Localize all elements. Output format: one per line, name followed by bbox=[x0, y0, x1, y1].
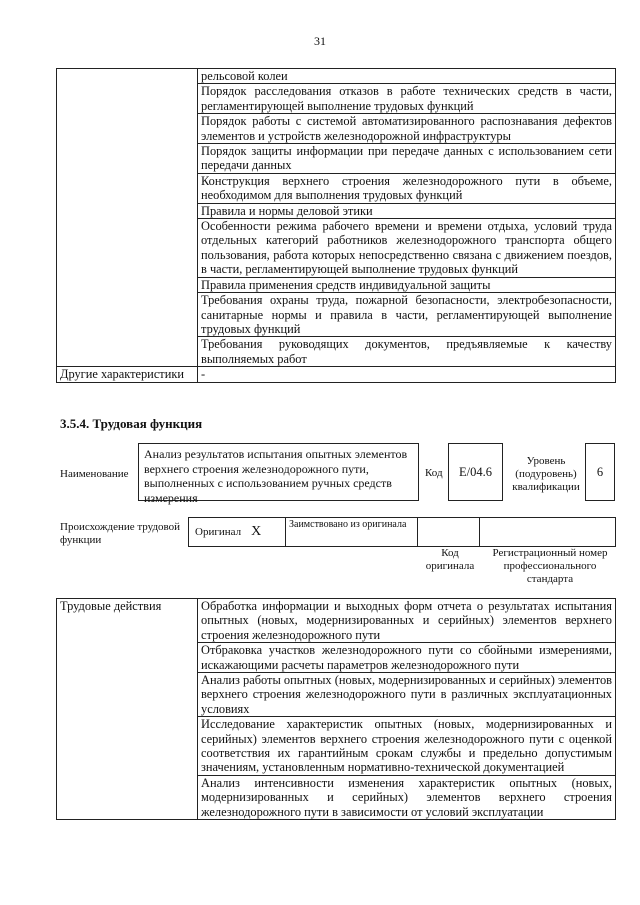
function-code: E/04.6 bbox=[448, 443, 503, 501]
section-title: 3.5.4. Трудовая функция bbox=[60, 416, 203, 431]
knowledge-item: рельсовой колеи bbox=[198, 69, 616, 84]
action-item: Обработка информации и выходных форм отчета о результатах испытания опытных (новых, модернизированных и серийных) элементов верхнего строения железнодорожного пути bbox=[198, 599, 616, 643]
knowledge-item: Требования руководящих документов, предъявляемые к качеству выполняемых работ bbox=[198, 337, 616, 367]
code-label: Код bbox=[425, 467, 443, 479]
other-characteristics-value: - bbox=[198, 367, 616, 382]
original-label: Оригинал bbox=[195, 525, 242, 538]
function-name: Анализ результатов испытания опытных элементов верхнего строения железнодорожного пути, выполненных с использованием ручных средств измерения bbox=[138, 443, 419, 501]
other-characteristics-label: Другие характеристики bbox=[57, 367, 198, 382]
page-number: 31 bbox=[314, 34, 326, 48]
origin-label: Происхождение трудовой функции bbox=[60, 521, 181, 546]
knowledge-item: Особенности режима рабочего времени и времени отдыха, условий труда отдельных категорий работников железнодорожного транспорта общего пользования, работа которых непосредственно связана с движением поездов, в части, регламентирующей выполнение трудовых функций bbox=[198, 219, 616, 278]
knowledge-item: Правила применения средств индивидуальной защиты bbox=[198, 277, 616, 292]
action-item: Анализ работы опытных (новых, модернизированных и серийных) элементов верхнего строения железнодорожного пути в различных эксплуатационных условиях bbox=[198, 673, 616, 717]
borrowed-cell: Заимствовано из оригинала bbox=[285, 517, 418, 547]
actions-label: Трудовые действия bbox=[57, 599, 198, 820]
origin-row bbox=[188, 517, 617, 547]
registration-number-cell bbox=[479, 517, 616, 547]
registration-caption: Регистрационный номер профессионального стандарта bbox=[492, 547, 608, 585]
original-cell bbox=[188, 517, 286, 547]
knowledge-item: Конструкция верхнего строения железнодорожного пути в объеме, необходимом для выполнения трудовых функций bbox=[198, 173, 616, 203]
knowledge-table bbox=[56, 68, 616, 383]
original-code-cell bbox=[417, 517, 480, 547]
actions-table bbox=[56, 598, 616, 820]
action-item: Исследование характеристик опытных (новых, модернизированных и серийных) элементов верхнего строения железнодорожного пути с оценкой соответствия их гарантийным срокам службы и предельно допустимым значениям, установленным нормативно-технической документацией bbox=[198, 717, 616, 776]
action-item: Анализ интенсивности изменения характеристик опытных (новых, модернизированных и серийных) элементов верхнего строения железнодорожного пути в зависимости от условий эксплуатации bbox=[198, 775, 616, 819]
level-label: Уровень (подуровень) квалификации bbox=[512, 455, 580, 493]
knowledge-item: Порядок работы с системой автоматизированного распознавания дефектов элементов и устройств железнодорожной инфраструктуры bbox=[198, 114, 616, 144]
action-item: Отбраковка участков железнодорожного пути со сбойными измерениями, искажающими расчеты параметров железнодорожного пути bbox=[198, 643, 616, 673]
knowledge-label-cell bbox=[57, 69, 198, 367]
qualification-level: 6 bbox=[585, 443, 615, 501]
original-mark: X bbox=[251, 524, 262, 539]
code-caption: Код оригинала bbox=[425, 547, 475, 572]
knowledge-item: Порядок защиты информации при передаче данных с использованием сети передачи данных bbox=[198, 144, 616, 174]
knowledge-item: Требования охраны труда, пожарной безопасности, электробезопасности, санитарные нормы и правила в части, регламентирующей выполнение трудовых функций bbox=[198, 293, 616, 337]
knowledge-item: Порядок расследования отказов в работе технических средств в части, регламентирующей выполнение трудовых функций bbox=[198, 84, 616, 114]
name-label: Наименование bbox=[60, 468, 129, 480]
knowledge-item: Правила и нормы деловой этики bbox=[198, 203, 616, 218]
